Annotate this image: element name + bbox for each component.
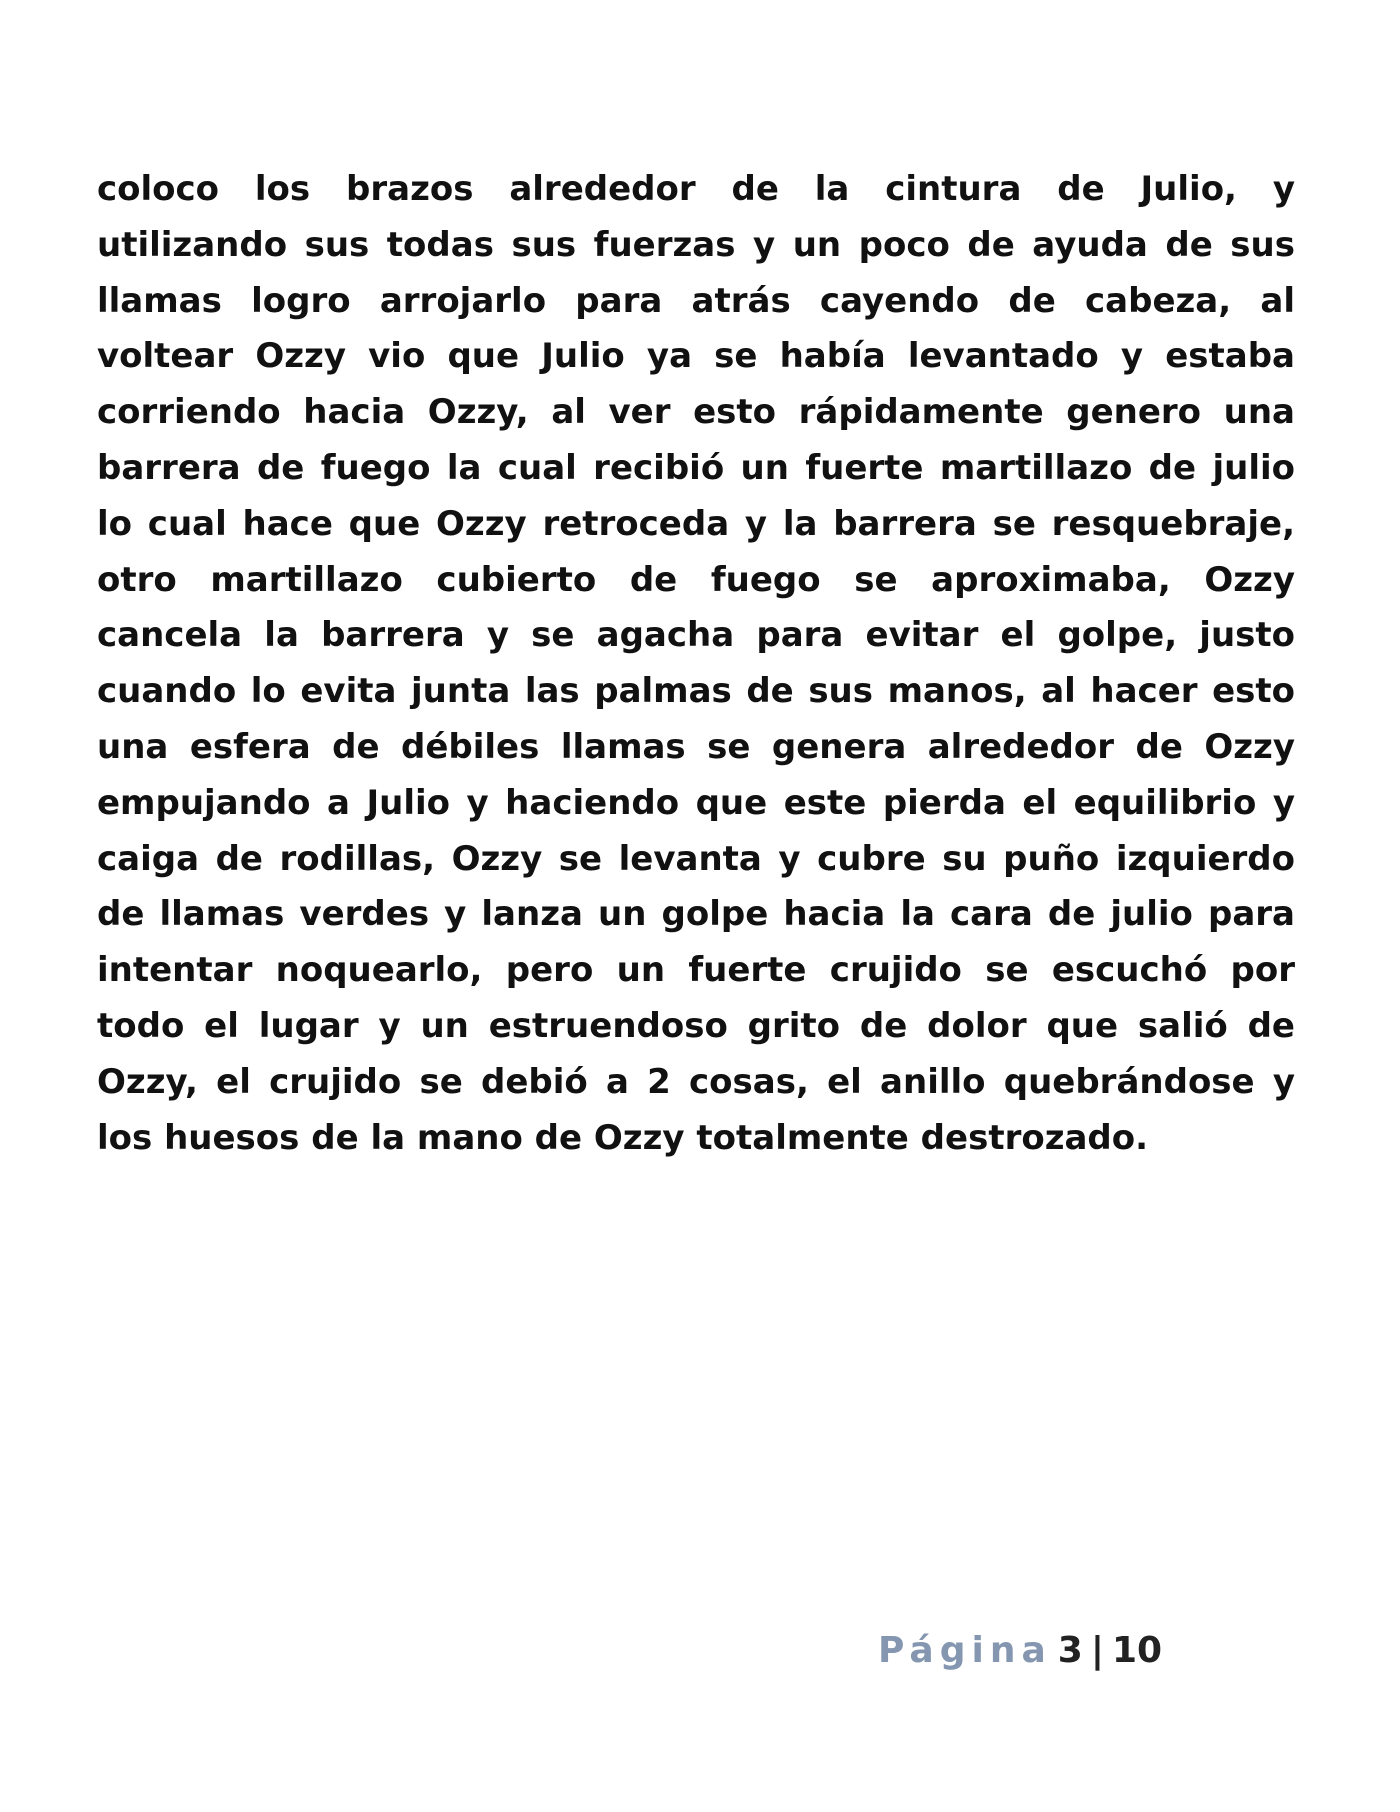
paragraph-line: cuando lo evita junta las palmas de sus manos, al hacer esto [97,671,1295,712]
paragraph-line: voltear Ozzy vio que Julio ya se había levantado y estaba [97,336,1295,377]
current-page-number: 3 [1057,1630,1083,1671]
paragraph-line: una esfera de débiles llamas se genera alrededor de Ozzy [97,726,1295,767]
paragraph-line: caiga de rodillas, Ozzy se levanta y cubre su puño izquierdo [97,838,1295,879]
paragraph-line: barrera de fuego la cual recibió un fuerte martillazo de julio [97,447,1295,488]
page-number-footer [878,1629,1162,1673]
paragraph-line: Ozzy, el crujido se debió a 2 cosas, el anillo quebrándose y [97,1061,1295,1102]
paragraph-line: los huesos de la mano de Ozzy totalmente destrozado. [97,1117,1149,1158]
page-separator: | [1090,1630,1104,1671]
paragraph-line: empujando a Julio y haciendo que este pierda el equilibrio y [97,782,1295,823]
page-label: Página [878,1630,1052,1671]
paragraph-line: llamas logro arrojarlo para atrás cayendo de cabeza, al [97,280,1295,321]
paragraph-line: cancela la barrera y se agacha para evitar el golpe, justo [97,615,1295,656]
paragraph-line: otro martillazo cubierto de fuego se aproximaba, Ozzy [97,559,1295,600]
paragraph-line: intentar noquearlo, pero un fuerte crujido se escuchó por [97,950,1295,991]
paragraph-line: todo el lugar y un estruendoso grito de dolor que salió de [97,1005,1295,1046]
paragraph-line: corriendo hacia Ozzy, al ver esto rápidamente genero una [97,392,1295,433]
paragraph-line: lo cual hace que Ozzy retroceda y la barrera se resquebraje, [97,503,1295,544]
paragraph-line: de llamas verdes y lanza un golpe hacia la cara de julio para [97,894,1295,935]
paragraph-line: coloco los brazos alrededor de la cintura de Julio, y [97,169,1295,209]
total-pages-number: 10 [1111,1630,1163,1671]
body-paragraph [97,162,1295,1166]
paragraph-line: utilizando sus todas sus fuerzas y un poco de ayuda de sus [97,224,1295,265]
